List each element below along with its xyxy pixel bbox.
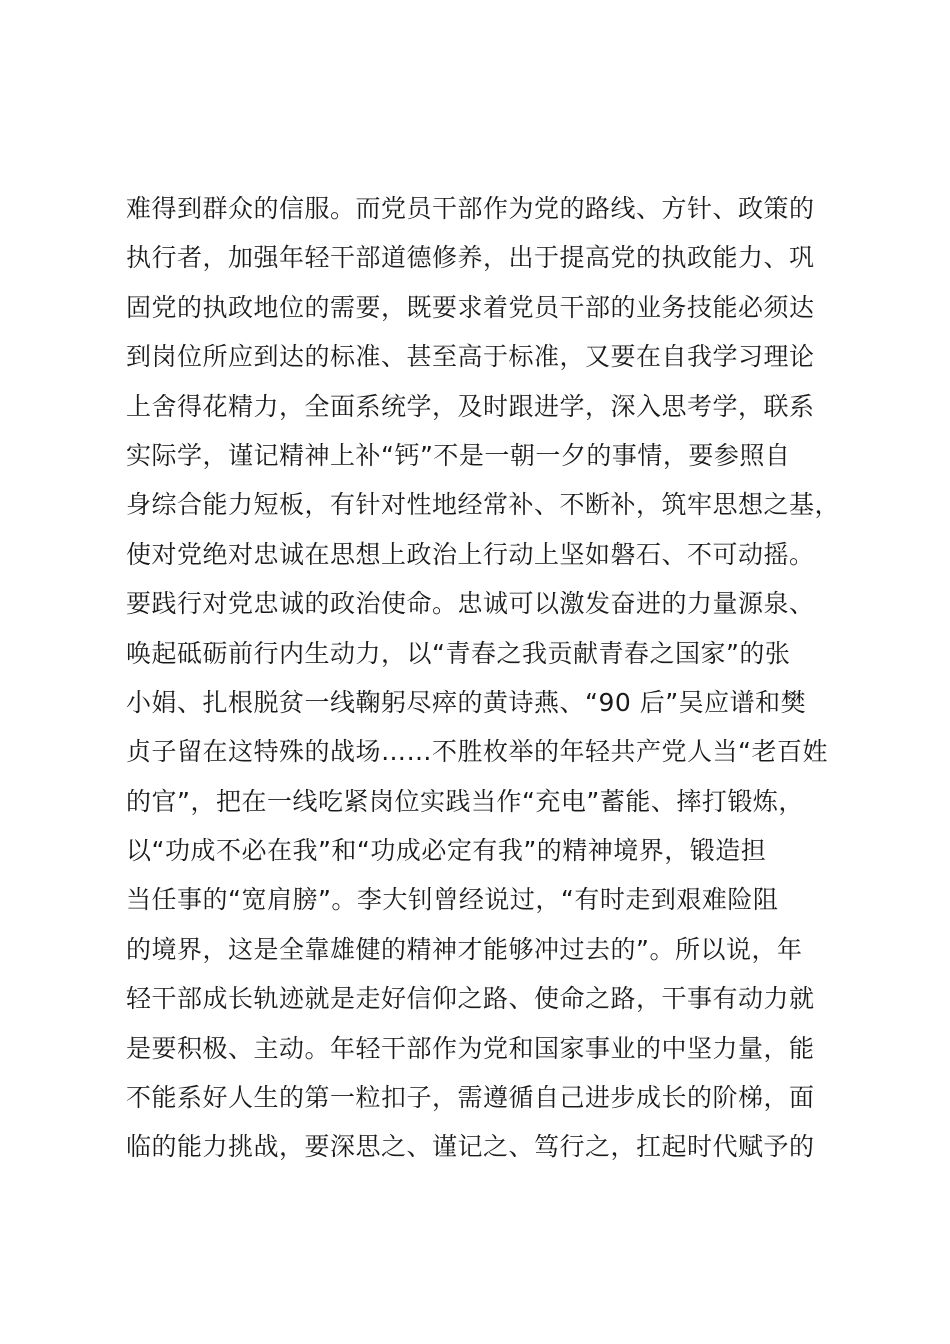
text-line: 贞子留在这特殊的战场……不胜枚举的年轻共产党人当“老百姓 [126, 737, 828, 767]
text-line: 使对党绝对忠诚在思想上政治上行动上坚如磐石、不可动摇。 [126, 539, 815, 569]
text-line: 唤起砥砺前行内生动力，以“青春之我贡献青春之国家”的张 [126, 638, 791, 668]
text-line: 上舍得花精力，全面系统学，及时跟进学，深入思考学，联系 [126, 391, 815, 421]
text-line: 实际学，谨记精神上补“钙”不是一朝一夕的事情，要参照自 [126, 440, 791, 470]
text-line: 临的能力挑战，要深思之、谨记之、笃行之，扛起时代赋予的 [126, 1132, 815, 1162]
text-line: 轻干部成长轨迹就是走好信仰之路、使命之路，干事有动力就 [126, 984, 815, 1014]
text-line: 到岗位所应到达的标准、甚至高于标准，又要在自我学习理论 [126, 342, 815, 372]
text-line: 执行者，加强年轻干部道德修养，出于提高党的执政能力、巩 [126, 243, 815, 273]
text-line: 不能系好人生的第一粒扣子，需遵循自己进步成长的阶梯，面 [126, 1083, 815, 1113]
text-line: 固党的执政地位的需要，既要求着党员干部的业务技能必须达 [126, 292, 815, 322]
text-line: 的境界，这是全靠雄健的精神才能够冲过去的”。所以说，年 [126, 934, 803, 964]
text-line: 以“功成不必在我”和“功成必定有我”的精神境界，锻造担 [126, 836, 767, 866]
text-line: 身综合能力短板，有针对性地经常补、不断补，筑牢思想之基， [126, 490, 841, 520]
text-line: 当任事的“宽肩膀”。李大钊曾经说过，“有时走到艰难险阻 [126, 885, 779, 915]
text-line: 是要积极、主动。年轻干部作为党和国家事业的中坚力量，能 [126, 1033, 815, 1063]
text-line: 要践行对党忠诚的政治使命。忠诚可以激发奋进的力量源泉、 [126, 589, 815, 619]
body-text [126, 184, 866, 1172]
text-line: 的官”，把在一线吃紧岗位实践当作“充电”蓄能、摔打锻炼， [126, 786, 804, 816]
text-line: 难得到群众的信服。而党员干部作为党的路线、方针、政策的 [126, 194, 815, 223]
text-line: 小娟、扎根脱贫一线鞠躬尽瘁的黄诗燕、“90 后”吴应谱和樊 [126, 687, 807, 717]
